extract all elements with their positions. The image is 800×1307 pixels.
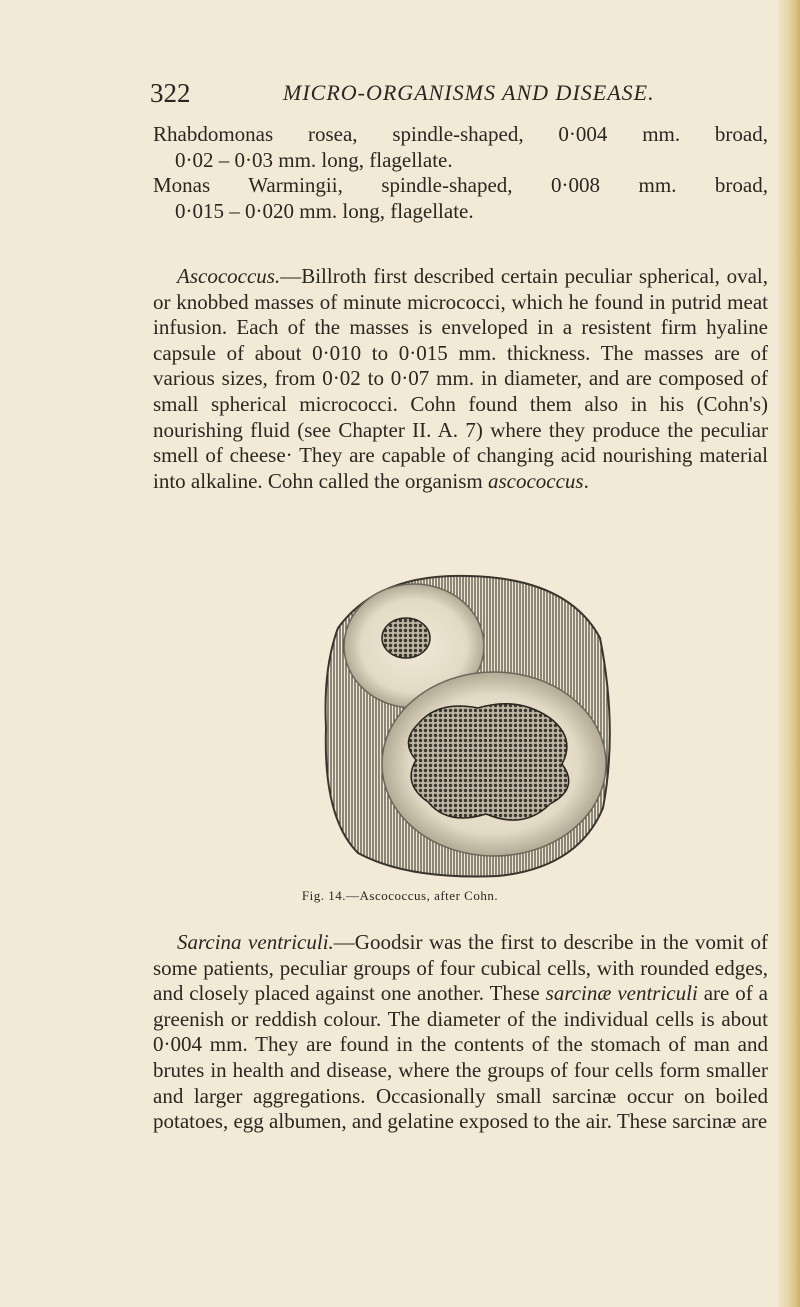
ascococcus-paragraph (153, 264, 768, 494)
sarcina-section (153, 930, 768, 1135)
upper-cluster (382, 618, 430, 658)
lower-cluster (408, 704, 568, 820)
ascococcus-end: . (583, 468, 589, 493)
species-description: Warmingii, spindle-shaped, 0·008 mm. broad, (248, 173, 768, 198)
page-number: 322 (150, 78, 191, 108)
ascococcus-organism: ascococcus (487, 468, 584, 493)
species-list (153, 122, 768, 224)
sarcina-term: Sarcina ventriculi. (177, 930, 334, 954)
figure-caption: Fig. 14.—Ascococcus, after Cohn. (301, 888, 499, 903)
sarcina-term-2: sarcinæ ventriculi (545, 981, 698, 1006)
page-header (0, 78, 800, 112)
sarcina-paragraph (153, 930, 768, 1135)
species-dimensions: 0·02 – 0·03 mm. long, flagellate. (175, 147, 453, 172)
species-name: Monas (153, 173, 211, 198)
species-entry-rhabdomonas (153, 122, 768, 173)
sarcina-text-1: —Goodsir was the first to describe in the vomit of some patients, peculiar groups of four cubical cells, with rounded edges, and closely placed against one another. These (153, 930, 768, 1006)
ascococcus-text: —Billroth first described certain peculiar spherical, oval, or knobbed masses of minute micrococci, which he found in putrid meat infusion. Each of the masses is enveloped in a resistent firm hyaline capsule of about 0·010 to 0·015 mm. thickness. The masses are of various sizes, from 0·02 to 0·07 mm. in diameter, and are composed of small spherical micrococci. Cohn found them also in his (Cohn's) nourishing fluid (see Chapter II. A. 7) where they produce the peculiar smell of cheese· They are capable of changing acid nourishing material into alkaline. Cohn called the organism (153, 264, 768, 493)
species-name: Rhabdomonas (153, 122, 274, 146)
ascococcus-illustration (318, 568, 618, 880)
species-dimensions: 0·015 – 0·020 mm. long, flagellate. (175, 198, 474, 223)
species-description: rosea, spindle-shaped, 0·004 mm. broad, (307, 122, 768, 146)
species-entry-monas (153, 173, 768, 224)
ascococcus-term: Ascococcus. (177, 264, 281, 288)
sarcina-text-2: are of a greenish or reddish colour. The diameter of the individual cells is about 0·004 mm. They are found in the contents of the stomach of man and brutes in health and disease, where the groups of four cells form smaller and larger aggregations. Occasionally small sarcinæ occur on boiled potatoes, egg albumen, and gelatine exposed to the air. These sarcinæ are (153, 981, 769, 1134)
ascococcus-section (153, 264, 768, 494)
page-edge (778, 0, 800, 1307)
running-title: MICRO-ORGANISMS AND DISEASE. (283, 80, 655, 105)
figure-ascococcus (318, 568, 618, 880)
